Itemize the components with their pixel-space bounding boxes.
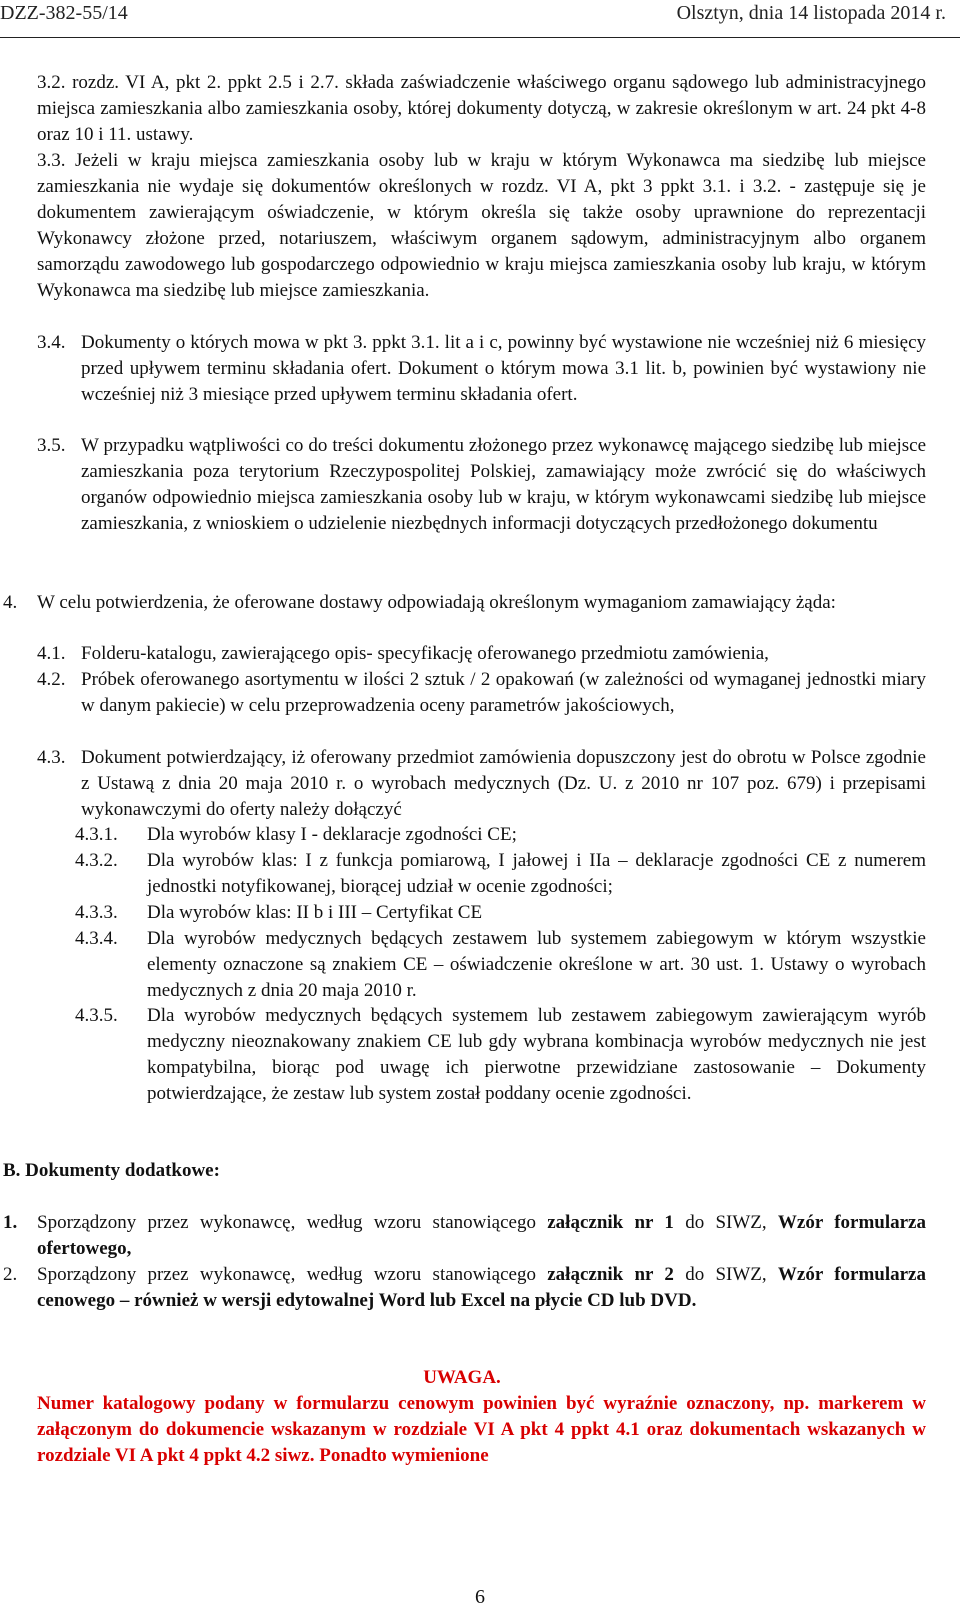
section-4-text: W celu potwierdzenia, że oferowane dostawy odpowiadają określonym wymaganiom zamawiający żąda: xyxy=(37,592,836,613)
section-4-3-3-text: Dla wyrobów klas: II b i III – Certyfikat CE xyxy=(147,902,483,923)
section-4-3-5-number: 4.3.5. xyxy=(75,1005,118,1026)
section-4-3-text: Dokument potwierdzający, iż oferowany przedmiot zamówienia dopuszczony jest do obrotu w Polsce zgodnie z Ustawą z dnia 20 maja 2010 r. o wyrobach medycznych (Dz. U. z 2010 nr 107 poz. 679) i przepisami wykonawczymi do oferty należy dołączyć xyxy=(81,747,926,820)
section-4-3-4-text: Dla wyrobów medycznych będących zestawem lub systemem zabiegowym w którym wszystkie elementy oznaczone są znakiem CE – oświadczenie określone w art. 30 ust. 1. Ustawy o wyrobach medycznych z dnia 20 maja 2010 r. xyxy=(147,928,926,1001)
item-b2-number: 2. xyxy=(3,1264,18,1285)
section-3-4-number: 3.4. xyxy=(37,332,66,353)
section-b-heading: B. Dokumenty dodatkowe: xyxy=(3,1160,220,1181)
item-b1-number: 1. xyxy=(3,1212,18,1233)
section-4-3-3-number: 4.3.3. xyxy=(75,902,118,923)
section-4-1-number: 4.1. xyxy=(37,643,66,664)
warning-text: Numer katalogowy podany w formularzu cenowym powinien być wyraźnie oznaczony, np. markerem w załączonym do dokumencie wskazanym w rozdziale VI A pkt 4 ppkt 4.1 oraz dokumentach wskazanych w rozdziale VI A pkt 4 ppkt 4.2 siwz. Ponadto wymienione xyxy=(37,1393,926,1466)
section-4-3-5-text: Dla wyrobów medycznych będących systemem lub zestawem zabiegowym zawierającym wyrób medyczny nieoznakowany znakiem CE lub gdy wybrana kombinacja wyrobów medycznych nie jest kompatybilna, biorąc pod uwagę ich pierwotne przewidziane zastosowanie – Dokumenty potwierdzające, że zestaw lub system został poddany ocenie zgodności. xyxy=(147,1005,926,1104)
section-4-1-text: Folderu-katalogu, zawierającego opis- specyfikację oferowanego przedmiotu zamówienia, xyxy=(81,643,769,664)
section-4-3-4-number: 4.3.4. xyxy=(75,928,118,949)
section-4-2-number: 4.2. xyxy=(37,669,66,690)
section-4-3-2-text: Dla wyrobów klas: I z funkcja pomiarową, I jałowej i IIa – deklaracje zgodności CE z numerem jednostki notyfikowanej, biorącej udział w ocenie zgodności; xyxy=(147,850,926,897)
section-4-3-1-text: Dla wyrobów klasy I - deklaracje zgodności CE; xyxy=(147,824,517,845)
page-header xyxy=(0,0,960,38)
section-3-3: 3.3. Jeżeli w kraju miejsca zamieszkania osoby lub w kraju w którym Wykonawca ma siedzibę lub miejsce zamieszkania nie wydaje się dokumentów określonych w rozdz. VI A, pkt 3 ppkt 3.1. i 3.2. - zastępuje się je dokumentem zawierającym oświadczenie, w którym określa się także osoby uprawnione do reprezentacji Wykonawcy złożone przed, notariuszem, właściwym organem sądowym, administracyjnym albo organem samorządu zawodowego lub gospodarczego odpowiednio w kraju miejsca zamieszkania osoby lub kraju, w którym Wykonawca ma siedzibę lub miejsce zamieszkania. xyxy=(37,150,926,301)
page-number: 6 xyxy=(475,1586,485,1608)
section-3-5-number: 3.5. xyxy=(37,435,66,456)
place-and-date: Olsztyn, dnia 14 listopada 2014 r. xyxy=(676,2,946,24)
section-4-number: 4. xyxy=(3,592,18,613)
document-reference: DZZ-382-55/14 xyxy=(0,2,128,24)
section-4-3-2-number: 4.3.2. xyxy=(75,850,118,871)
section-3-4-text: Dokumenty o których mowa w pkt 3. ppkt 3.1. lit a i c, powinny być wystawione nie wcześniej niż 6 miesięcy przed upływem terminu składania ofert. Dokument o którym mowa 3.1 lit. b, powinien być wystawiony nie wcześniej niż 3 miesiące przed upływem terminu składania ofert. xyxy=(81,332,926,405)
section-4-2-text: Próbek oferowanego asortymentu w ilości 2 sztuk / 2 opakowań (w zależności od wymaganej jednostki miary w danym pakiecie) w celu przeprowadzenia oceny parametrów jakościowych, xyxy=(81,669,926,716)
item-b1-text: Sporządzony przez wykonawcę, według wzoru stanowiącego załącznik nr 1 do SIWZ, Wzór formularza ofertowego, xyxy=(37,1212,926,1259)
section-4-3-number: 4.3. xyxy=(37,747,66,768)
item-b2-text: Sporządzony przez wykonawcę, według wzoru stanowiącego załącznik nr 2 do SIWZ, Wzór formularza cenowego – również w wersji edytowalnej Word lub Excel na płycie CD lub DVD. xyxy=(37,1264,926,1311)
section-3-2: 3.2. rozdz. VI A, pkt 2. ppkt 2.5 i 2.7. składa zaświadczenie właściwego organu sądowego lub administracyjnego miejsca zamieszkania albo zamieszkania osoby, której dokumenty dotyczą, w zakresie określonym w art. 24 pkt 4-8 oraz 10 i 11. ustawy. xyxy=(37,72,926,145)
warning-title: UWAGA. xyxy=(423,1367,501,1388)
section-3-5-text: W przypadku wątpliwości co do treści dokumentu złożonego przez wykonawcę mającego siedzibę lub miejsce zamieszkania poza terytorium Rzeczypospolitej Polskiej, zamawiający może zwrócić się do właściwych organów odpowiednio miejsca zamieszkania osoby lub w kraju, w którym wykonawcami siedzibę lub miejsce zamieszkania, z wnioskiem o udzielenie niezbędnych informacji dotyczących przedłożonego dokumentu xyxy=(81,435,926,534)
section-4-3-1-number: 4.3.1. xyxy=(75,824,118,845)
